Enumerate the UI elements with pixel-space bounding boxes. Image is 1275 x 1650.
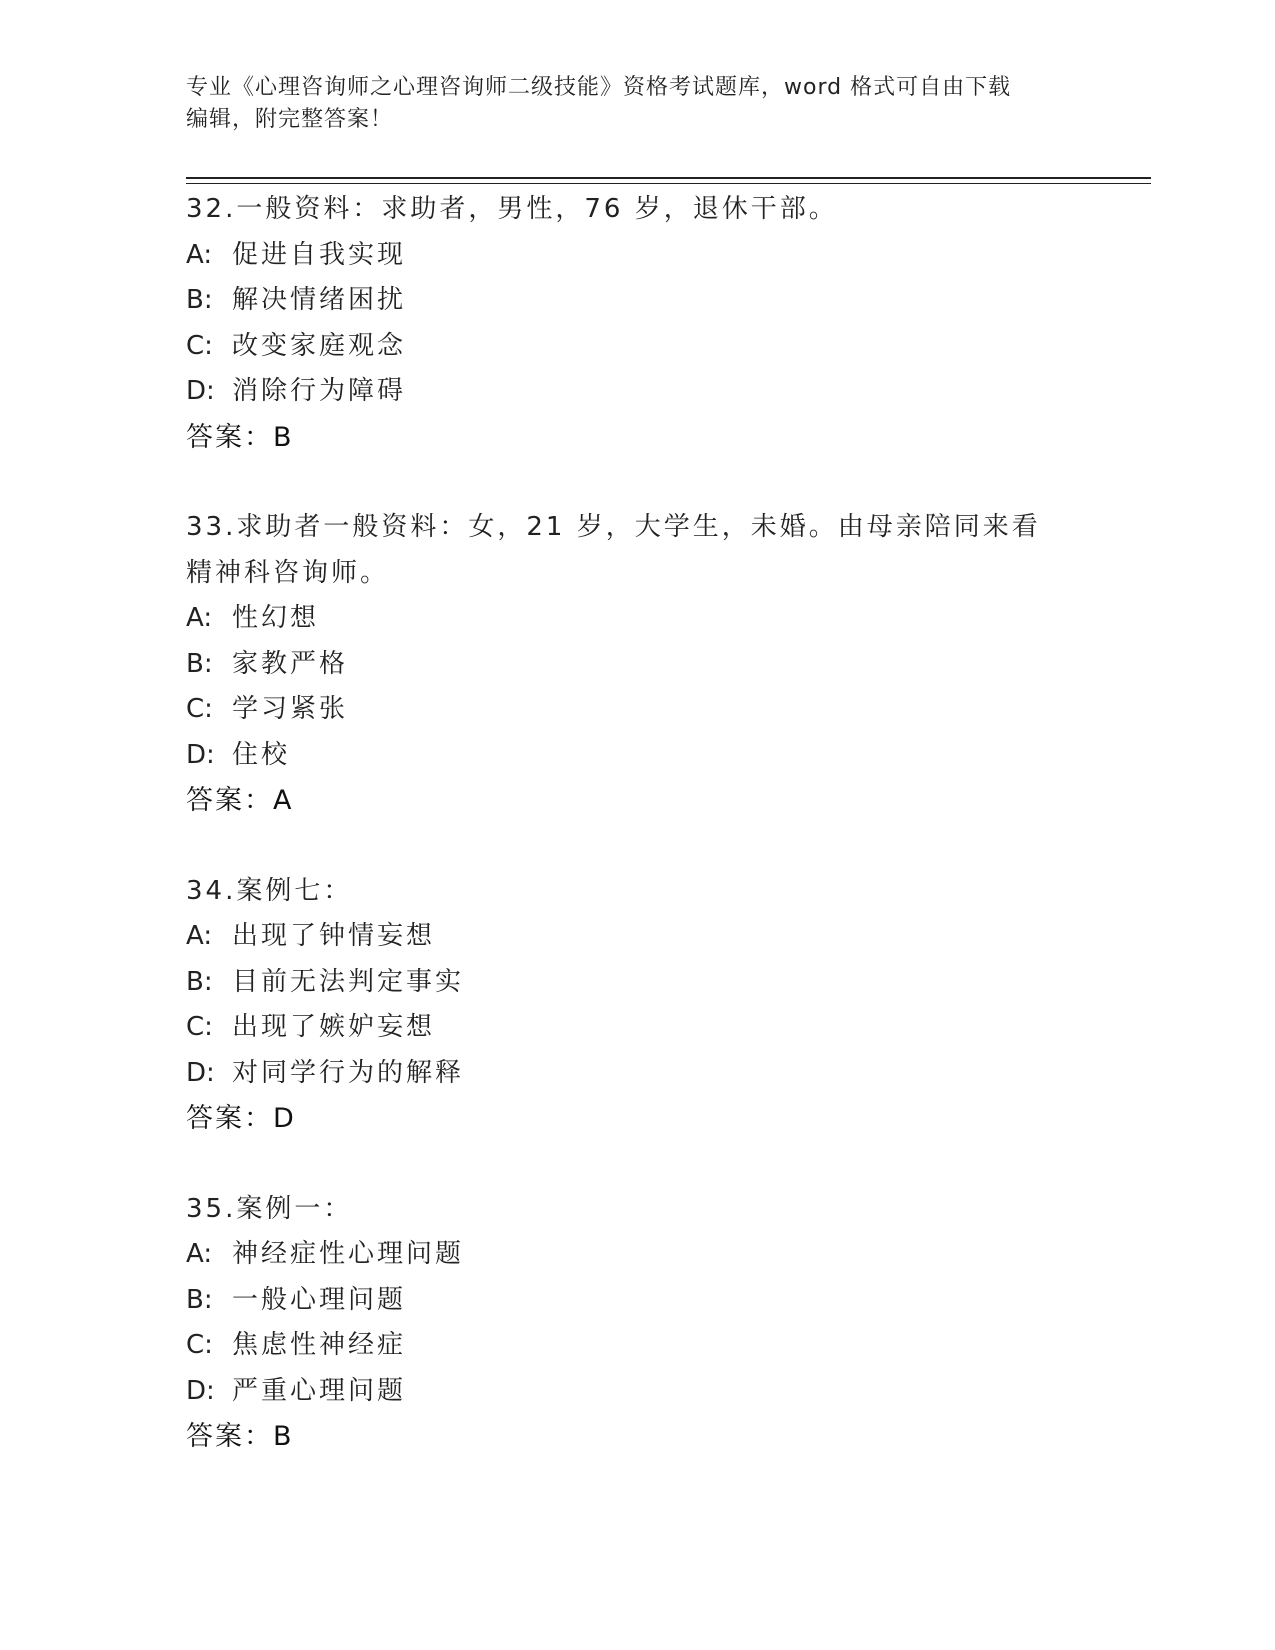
option-b bbox=[186, 960, 1086, 1006]
answer-line bbox=[186, 415, 1086, 461]
answer-label: 答案： bbox=[186, 1421, 273, 1452]
option-text: 焦虑性神经症 bbox=[232, 1330, 407, 1360]
header-divider-thin bbox=[186, 183, 1151, 184]
option-letter: A: bbox=[186, 239, 213, 270]
answer-value: B bbox=[273, 1421, 292, 1452]
option-letter: C: bbox=[186, 330, 213, 361]
option-b bbox=[186, 642, 1086, 688]
option-a bbox=[186, 233, 1086, 279]
option-text: 家教严格 bbox=[232, 648, 349, 679]
header-divider-thick bbox=[186, 177, 1151, 179]
question-35 bbox=[186, 1187, 1086, 1460]
question-33 bbox=[186, 505, 1086, 824]
option-text: 消除行为障碍 bbox=[232, 376, 407, 406]
option-text: 性幻想 bbox=[232, 603, 320, 633]
document-header bbox=[186, 72, 1066, 136]
header-line-1: 专业《心理咨询师之心理咨询师二级技能》资格考试题库，word 格式可自由下载 bbox=[186, 75, 1012, 100]
option-text: 一般心理问题 bbox=[232, 1284, 407, 1315]
question-title: 35.案例一： bbox=[186, 1193, 353, 1224]
option-text: 对同学行为的解释 bbox=[232, 1057, 465, 1088]
spacer bbox=[186, 824, 1086, 869]
question-34 bbox=[186, 869, 1086, 1142]
option-d bbox=[186, 369, 1086, 415]
option-c bbox=[186, 687, 1086, 733]
question-title: 33.求助者一般资料：女，21 岁，大学生，未婚。由母亲陪同来看精神科咨询师。 bbox=[186, 512, 1041, 588]
option-a bbox=[186, 914, 1086, 960]
option-c bbox=[186, 1005, 1086, 1051]
option-letter: C: bbox=[186, 1012, 213, 1042]
answer-label: 答案： bbox=[186, 785, 273, 816]
option-letter: B: bbox=[186, 285, 213, 315]
option-c bbox=[186, 1323, 1086, 1369]
option-letter: D: bbox=[186, 1057, 215, 1088]
answer-line bbox=[186, 1096, 1086, 1142]
answer-value: D bbox=[273, 1103, 294, 1134]
option-letter: C: bbox=[186, 694, 213, 724]
option-text: 出现了嫉妒妄想 bbox=[232, 1012, 436, 1042]
answer-value: B bbox=[273, 421, 292, 453]
option-b bbox=[186, 278, 1086, 324]
option-letter: D: bbox=[186, 1375, 215, 1406]
option-letter: B: bbox=[186, 1284, 213, 1315]
option-letter: A: bbox=[186, 1239, 213, 1269]
option-text: 住校 bbox=[232, 739, 291, 770]
question-list bbox=[186, 187, 1086, 1460]
option-letter: D: bbox=[186, 376, 215, 406]
option-letter: C: bbox=[186, 1330, 213, 1360]
option-letter: A: bbox=[186, 921, 213, 951]
option-text: 促进自我实现 bbox=[232, 239, 407, 270]
spacer bbox=[186, 1142, 1086, 1187]
option-letter: D: bbox=[186, 739, 215, 770]
option-text: 目前无法判定事实 bbox=[232, 966, 465, 997]
option-b bbox=[186, 1278, 1086, 1324]
answer-line bbox=[186, 1414, 1086, 1460]
answer-value: A bbox=[273, 785, 292, 816]
option-a bbox=[186, 1232, 1086, 1278]
option-d bbox=[186, 1051, 1086, 1097]
option-a bbox=[186, 596, 1086, 642]
option-text: 神经症性心理问题 bbox=[232, 1239, 465, 1269]
option-d bbox=[186, 733, 1086, 779]
answer-label: 答案： bbox=[186, 1103, 273, 1134]
question-title: 34.案例七： bbox=[186, 875, 353, 906]
answer-line bbox=[186, 778, 1086, 824]
option-letter: B: bbox=[186, 966, 213, 997]
answer-label: 答案： bbox=[186, 421, 273, 453]
question-title: 32.一般资料：求助者，男性，76 岁，退休干部。 bbox=[186, 194, 838, 224]
option-text: 出现了钟情妄想 bbox=[232, 921, 436, 951]
option-text: 解决情绪困扰 bbox=[232, 285, 407, 315]
option-letter: B: bbox=[186, 648, 213, 679]
option-text: 学习紧张 bbox=[232, 694, 349, 724]
option-letter: A: bbox=[186, 603, 213, 633]
header-line-2: 编辑，附完整答案！ bbox=[186, 107, 394, 132]
option-d bbox=[186, 1369, 1086, 1415]
question-32 bbox=[186, 187, 1086, 460]
option-text: 改变家庭观念 bbox=[232, 330, 407, 361]
option-c bbox=[186, 324, 1086, 370]
spacer bbox=[186, 460, 1086, 505]
option-text: 严重心理问题 bbox=[232, 1375, 407, 1406]
